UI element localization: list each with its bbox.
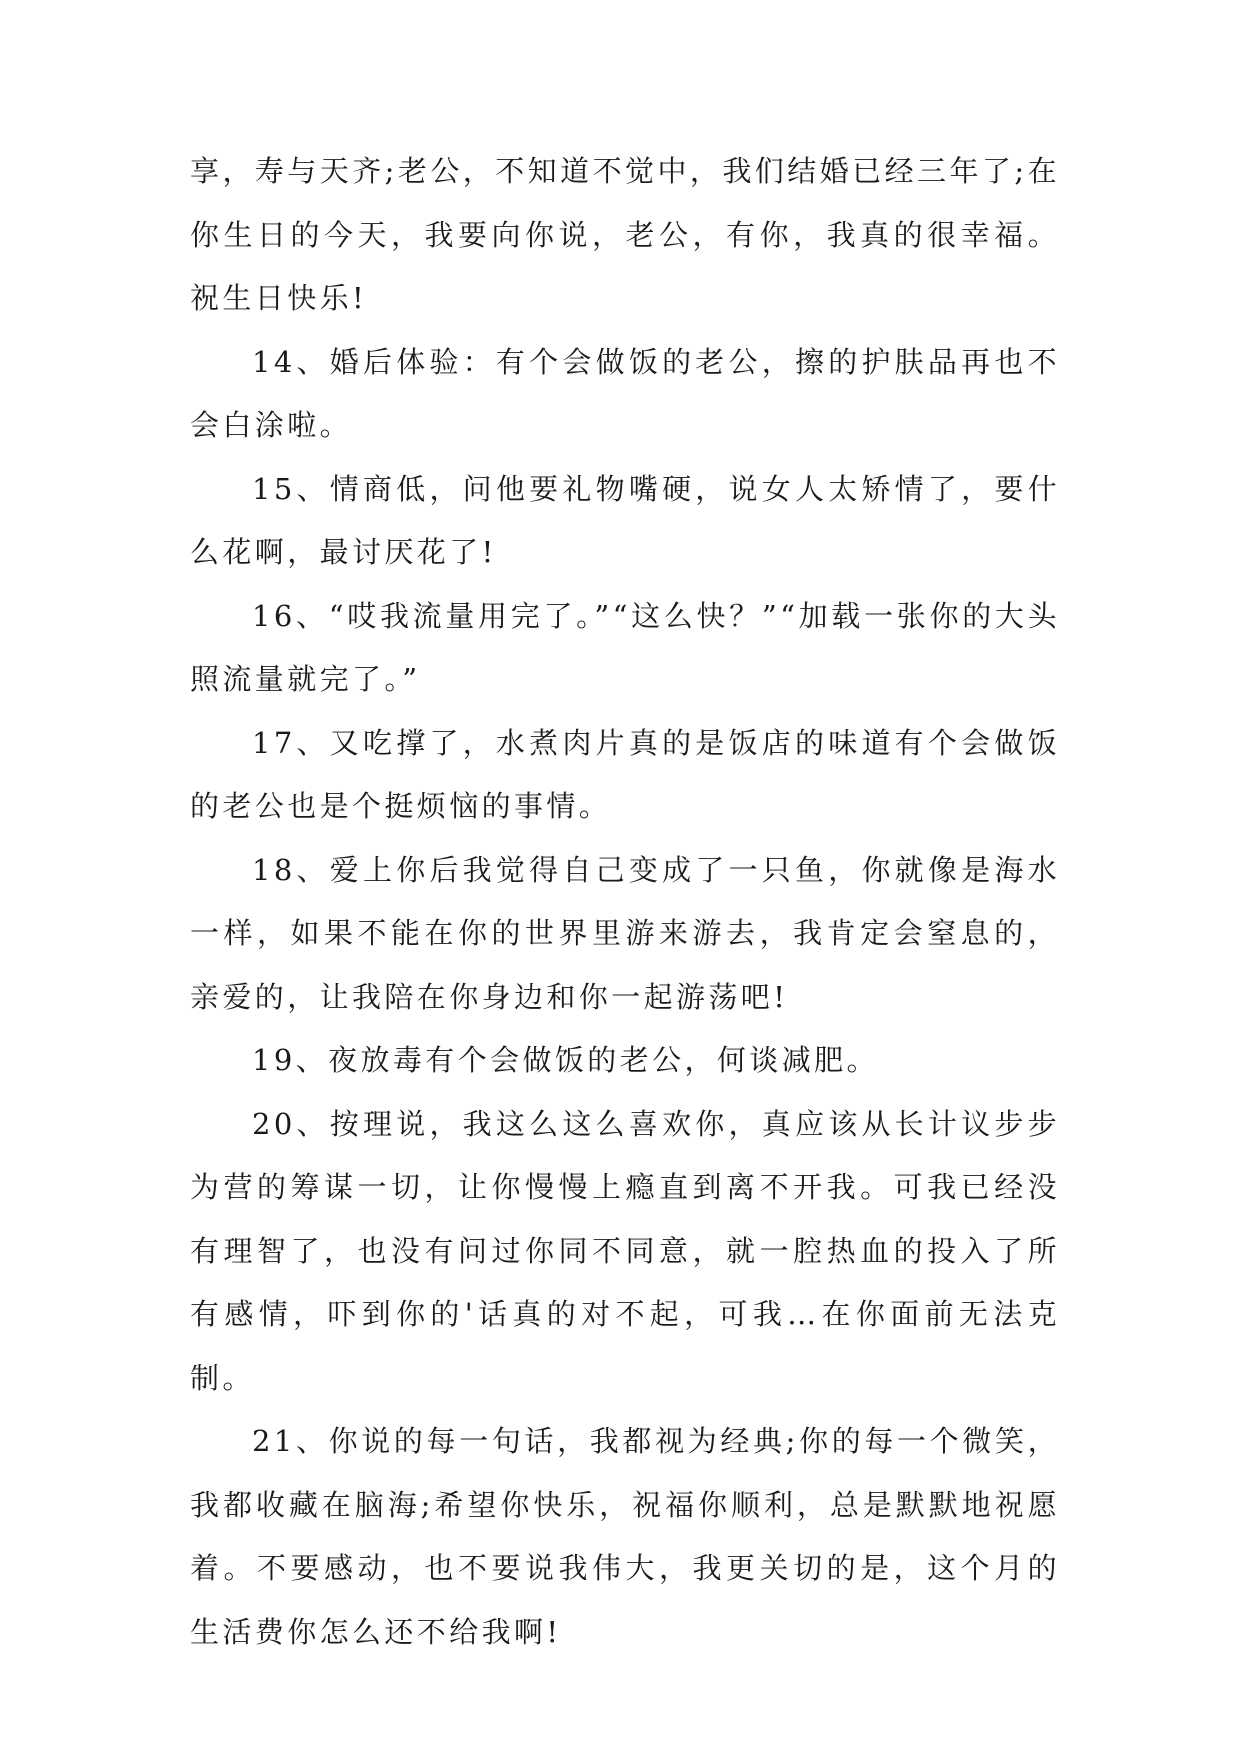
paragraph-17: 17、又吃撑了，水煮肉片真的是饭店的味道有个会做饭的老公也是个挺烦恼的事情。	[190, 725, 1060, 823]
paragraph-continuation: 享，寿与天齐;老公，不知道不觉中，我们结婚已经三年了;在你生日的今天，我要向你说，老公，有你，我真的很幸福。祝生日快乐!	[190, 154, 1060, 315]
paragraph-19: 19、夜放毒有个会做饭的老公，何谈减肥。	[252, 1043, 879, 1077]
paragraph-20: 20、按理说，我这么这么喜欢你，真应该从长计议步步为营的筹谋一切，让你慢慢上瘾直到离不开我。可我已经没有理智了，也没有问过你同不同意，就一腔热血的投入了所有感情，吓到你的'话真的对不起，可我…在你面前无法克制。	[190, 1106, 1060, 1395]
paragraph-16: 16、“哎我流量用完了。”“这么快？”“加载一张你的大头照流量就完了。”	[190, 598, 1060, 696]
document-page	[190, 140, 1060, 1664]
paragraph-21: 21、你说的每一句话，我都视为经典;你的每一个微笑，我都收藏在脑海;希望你快乐，祝福你顺利，总是默默地祝愿着。不要感动，也不要说我伟大，我更关切的是，这个月的生活费你怎么还不给我啊!	[190, 1424, 1060, 1649]
paragraph-15: 15、情商低，问他要礼物嘴硬，说女人太矫情了，要什么花啊，最讨厌花了!	[190, 471, 1060, 569]
paragraph-18: 18、爱上你后我觉得自己变成了一只鱼，你就像是海水一样，如果不能在你的世界里游来游去，我肯定会窒息的，亲爱的，让我陪在你身边和你一起游荡吧!	[190, 852, 1060, 1014]
paragraph-14: 14、婚后体验：有个会做饭的老公，擦的护肤品再也不会白涂啦。	[190, 344, 1060, 442]
